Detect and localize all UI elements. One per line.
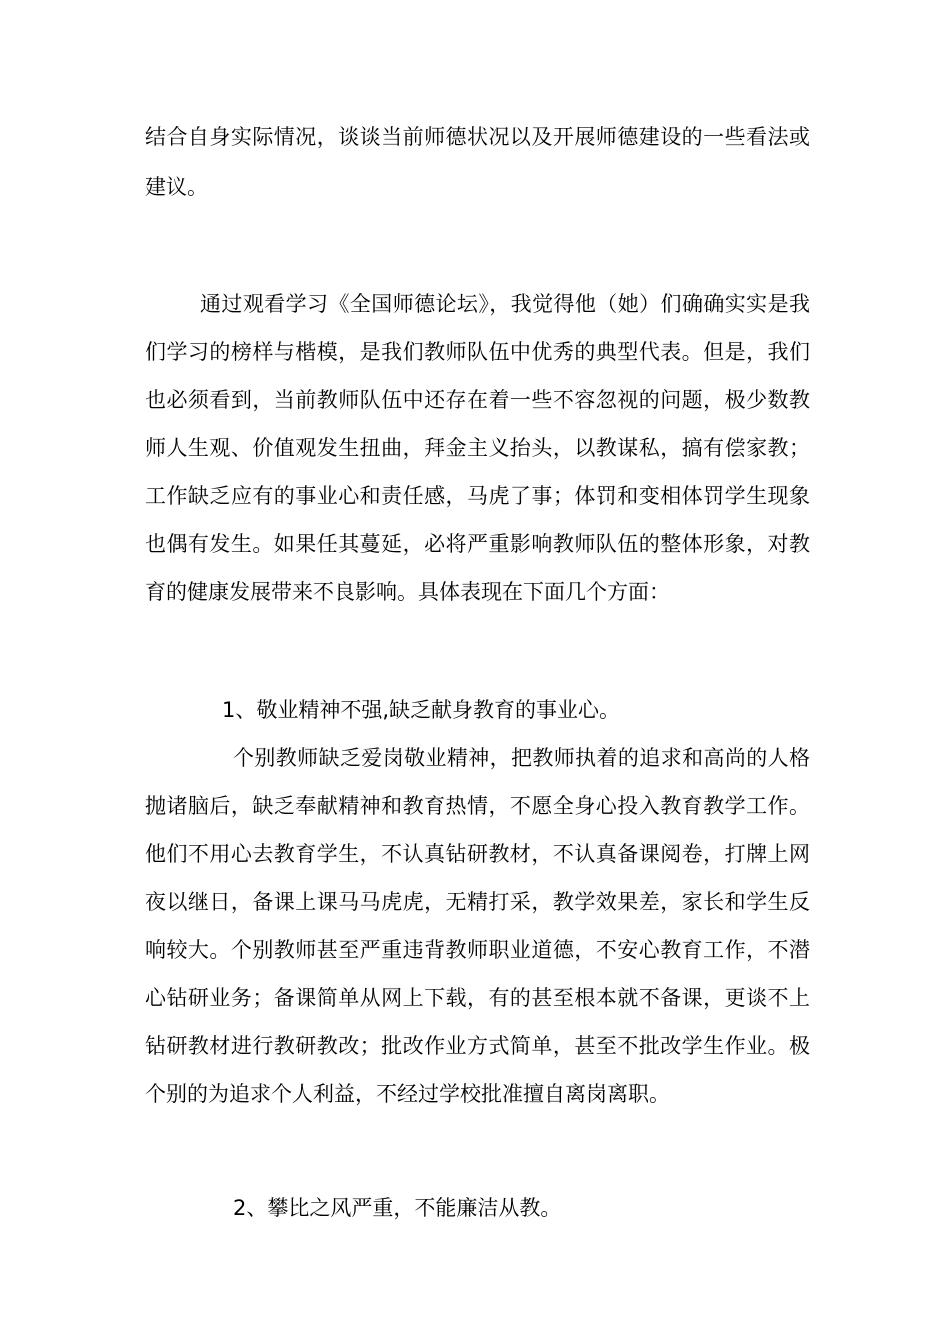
section-heading-2: 2、攀比之风严重，不能廉洁从教。 [233,1196,562,1220]
paragraph-dedication: 个别教师缺乏爱岗敬业精神，把教师执着的追求和高尚的人格抛诸脑后，缺乏奉献精神和教育热情，不愿全身心投入教育教学工作。他们不用心去教育学生，不认真钻研教材，不认真备课阅卷，打牌上网夜以继日，备课上课马马虎虎，无精打采，教学效果差，家长和学生反响较大。个别教师甚至严重违背教师职业道德，不安心教育工作，不潜心钻研业务；备课简单从网上下载，有的甚至根本就不备课，更谈不上钻研教材进行教研教改；批改作业方式简单，甚至不批改学生作业。极个别的为追求个人利益，不经过学校批准擅自离岗离职。 [145,746,810,1106]
paragraph-overview: 通过观看学习《全国师德论坛》，我觉得他（她）们确确实实是我们学习的榜样与楷模，是我们教师队伍中优秀的典型代表。但是，我们也必须看到，当前教师队伍中还存在着一些不容忽视的问题，极少数教师人生观、价值观发生扭曲，拜金主义抬头，以教谋私，搞有偿家教；工作缺乏应有的事业心和责任感，马虎了事；体罚和变相体罚学生现象也偶有发生。如果任其蔓延，必将严重影响教师队伍的整体形象，对教育的健康发展带来不良影响。具体表现在下面几个方面： [145,292,810,604]
section-heading-1: 1、敬业精神不强,缺乏献身教育的事业心。 [222,698,621,722]
intro-question: 结合自身实际情况，谈谈当前师德状况以及开展师德建设的一些看法或建议。 [145,125,810,199]
